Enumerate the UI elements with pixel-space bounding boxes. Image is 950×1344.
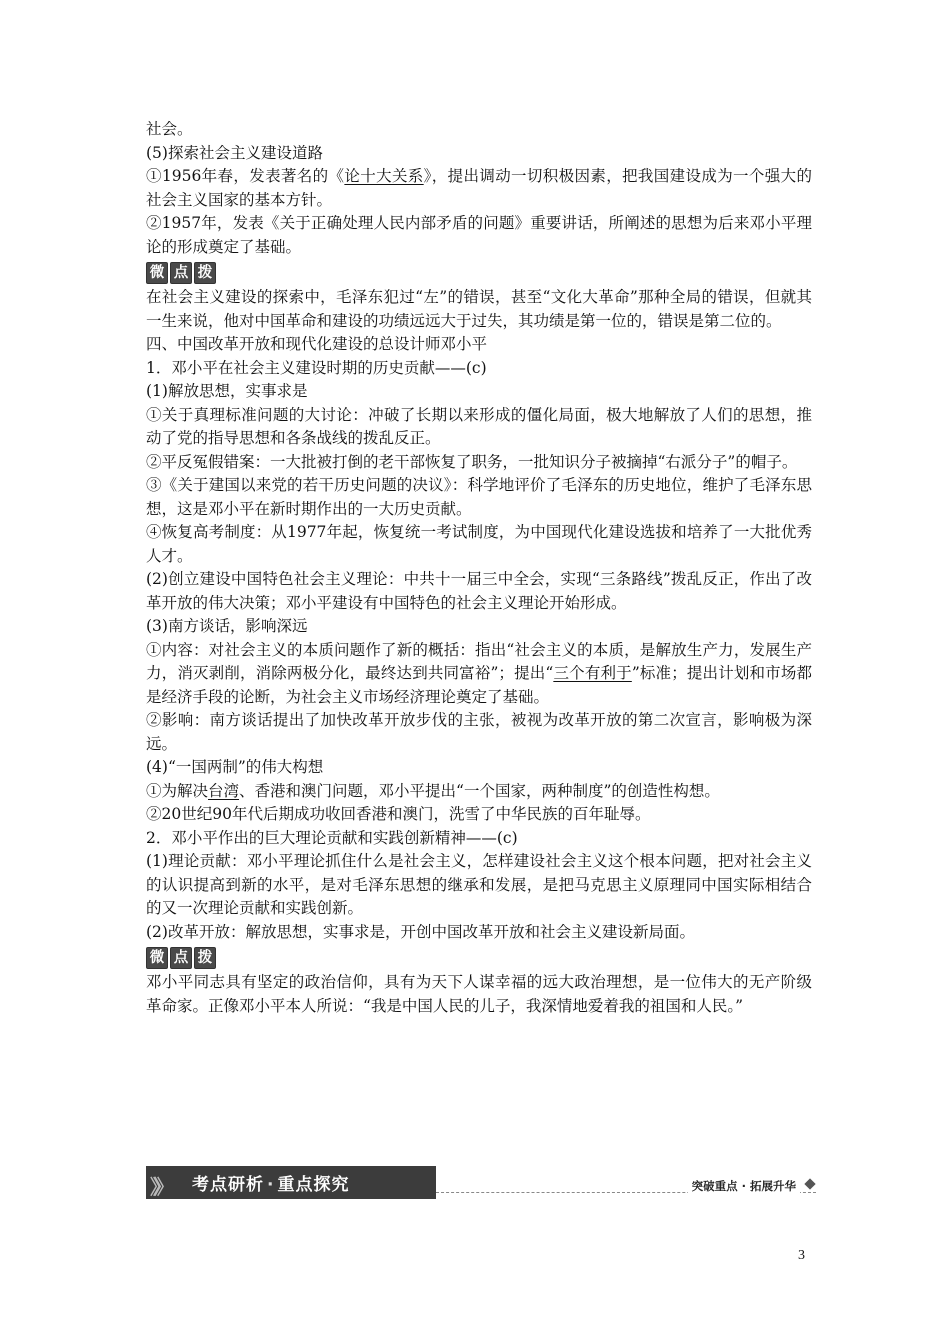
paragraph: ①1956年春，发表著名的《论十大关系》，提出调动一切积极因素，把我国建设成为一个强大的社会主义国家的基本方针。 <box>146 167 812 209</box>
subsection-heading: 2．邓小平作出的巨大理论贡献和实践创新精神——(c) <box>146 828 518 847</box>
badge-char: 点 <box>170 947 192 969</box>
item-heading: (1)解放思想，实事求是 <box>146 382 308 400</box>
badge-char: 微 <box>146 947 168 969</box>
paragraph: ①内容：对社会主义的本质问题作了新的概括：指出“社会主义的本质，是解放生产力，发展生产力，消灭剥削，消除两极分化，最终达到共同富裕”；提出“三个有利于”标准；提出计划和市场都是经济手段的论断，为社会主义市场经济理论奠定了基础。 <box>146 640 812 706</box>
page-content <box>146 118 812 1018</box>
paragraph: (2)改革开放：解放思想，实事求是，开创中国改革开放和社会主义建设新局面。 <box>146 922 695 941</box>
badge-char: 微 <box>146 262 168 284</box>
banner-title: 考点研析 · 重点探究 <box>192 1175 350 1195</box>
section-heading: (5)探索社会主义建设道路 <box>146 143 323 162</box>
paragraph: (2)创立建设中国特色社会主义理论：中共十一届三中全会，实现“三条路线”拨乱反正，作出了改革开放的伟大决策；邓小平建设有中国特色的社会主义理论开始形成。 <box>146 570 812 612</box>
banner-subtitle: 突破重点 · 拓展升华 <box>688 1178 800 1194</box>
item-heading: (4)“一国两制”的伟大构想 <box>146 758 324 776</box>
item-heading: (3)南方谈话，影响深远 <box>146 617 308 635</box>
page-number: 3 <box>798 1248 805 1263</box>
badge-char: 点 <box>170 262 192 284</box>
underlined-term: 三个有利于 <box>553 664 632 682</box>
paragraph: ②平反冤假错案：一大批被打倒的老干部恢复了职务，一批知识分子被摘掉“右派分子”的帽子。 <box>146 452 798 471</box>
double-chevron-icon: 》》 <box>150 1175 168 1199</box>
paragraph: ②影响：南方谈话提出了加快改革开放步伐的主张，被视为改革开放的第二次宣言，影响极为深远。 <box>146 711 812 753</box>
subsection-heading: 1．邓小平在社会主义建设时期的历史贡献——(c) <box>146 358 487 377</box>
diamond-icon <box>804 1178 815 1189</box>
paragraph: ③《关于建国以来党的若干历史问题的决议》：科学地评价了毛泽东的历史地位，维护了毛泽东思想，这是邓小平在新时期作出的一大历史贡献。 <box>146 476 812 518</box>
tip-badge <box>146 947 218 969</box>
paragraph: ①为解决台湾、香港和澳门问题，邓小平提出“一个国家，两种制度”的创造性构想。 <box>146 781 720 800</box>
paragraph: ①关于真理标准问题的大讨论：冲破了长期以来形成的僵化局面，极大地解放了人们的思想，推动了党的指导思想和各条战线的拨乱反正。 <box>146 405 812 447</box>
tip-badge <box>146 262 218 284</box>
paragraph: ④恢复高考制度：从1977年起，恢复统一考试制度，为中国现代化建设选拔和培养了一大批优秀人才。 <box>146 523 812 565</box>
paragraph: ②1957年，发表《关于正确处理人民内部矛盾的问题》重要讲话，所阐述的思想为后来邓小平理论的形成奠定了基础。 <box>146 214 812 256</box>
underlined-term: 台湾 <box>208 781 240 800</box>
badge-char: 拨 <box>194 262 216 284</box>
section-heading: 四、中国改革开放和现代化建设的总设计师邓小平 <box>146 335 488 353</box>
badge-char: 拨 <box>194 947 216 969</box>
paragraph: ②20世纪90年代后期成功收回香港和澳门，洗雪了中华民族的百年耻辱。 <box>146 805 651 823</box>
section-banner <box>146 1166 816 1199</box>
paragraph: 社会。 <box>146 120 193 138</box>
banner-title-block <box>146 1166 436 1199</box>
tip-paragraph: 邓小平同志具有坚定的政治信仰，具有为天下人谋幸福的远大政治理想，是一位伟大的无产阶级革命家。正像邓小平本人所说：“我是中国人民的儿子，我深情地爱着我的祖国和人民。” <box>146 973 812 1015</box>
paragraph: (1)理论贡献：邓小平理论抓住什么是社会主义，怎样建设社会主义这个根本问题，把对社会主义的认识提高到新的水平，是对毛泽东思想的继承和发展，是把马克思主义原理同中国实际相结合的又一次理论贡献和实践创新。 <box>146 852 812 917</box>
underlined-term: 论十大关系 <box>344 167 424 185</box>
tip-paragraph: 在社会主义建设的探索中，毛泽东犯过“左”的错误，甚至“文化大革命”那种全局的错误，但就其一生来说，他对中国革命和建设的功绩远远大于过失，其功绩是第一位的，错误是第二位的。 <box>146 288 812 330</box>
